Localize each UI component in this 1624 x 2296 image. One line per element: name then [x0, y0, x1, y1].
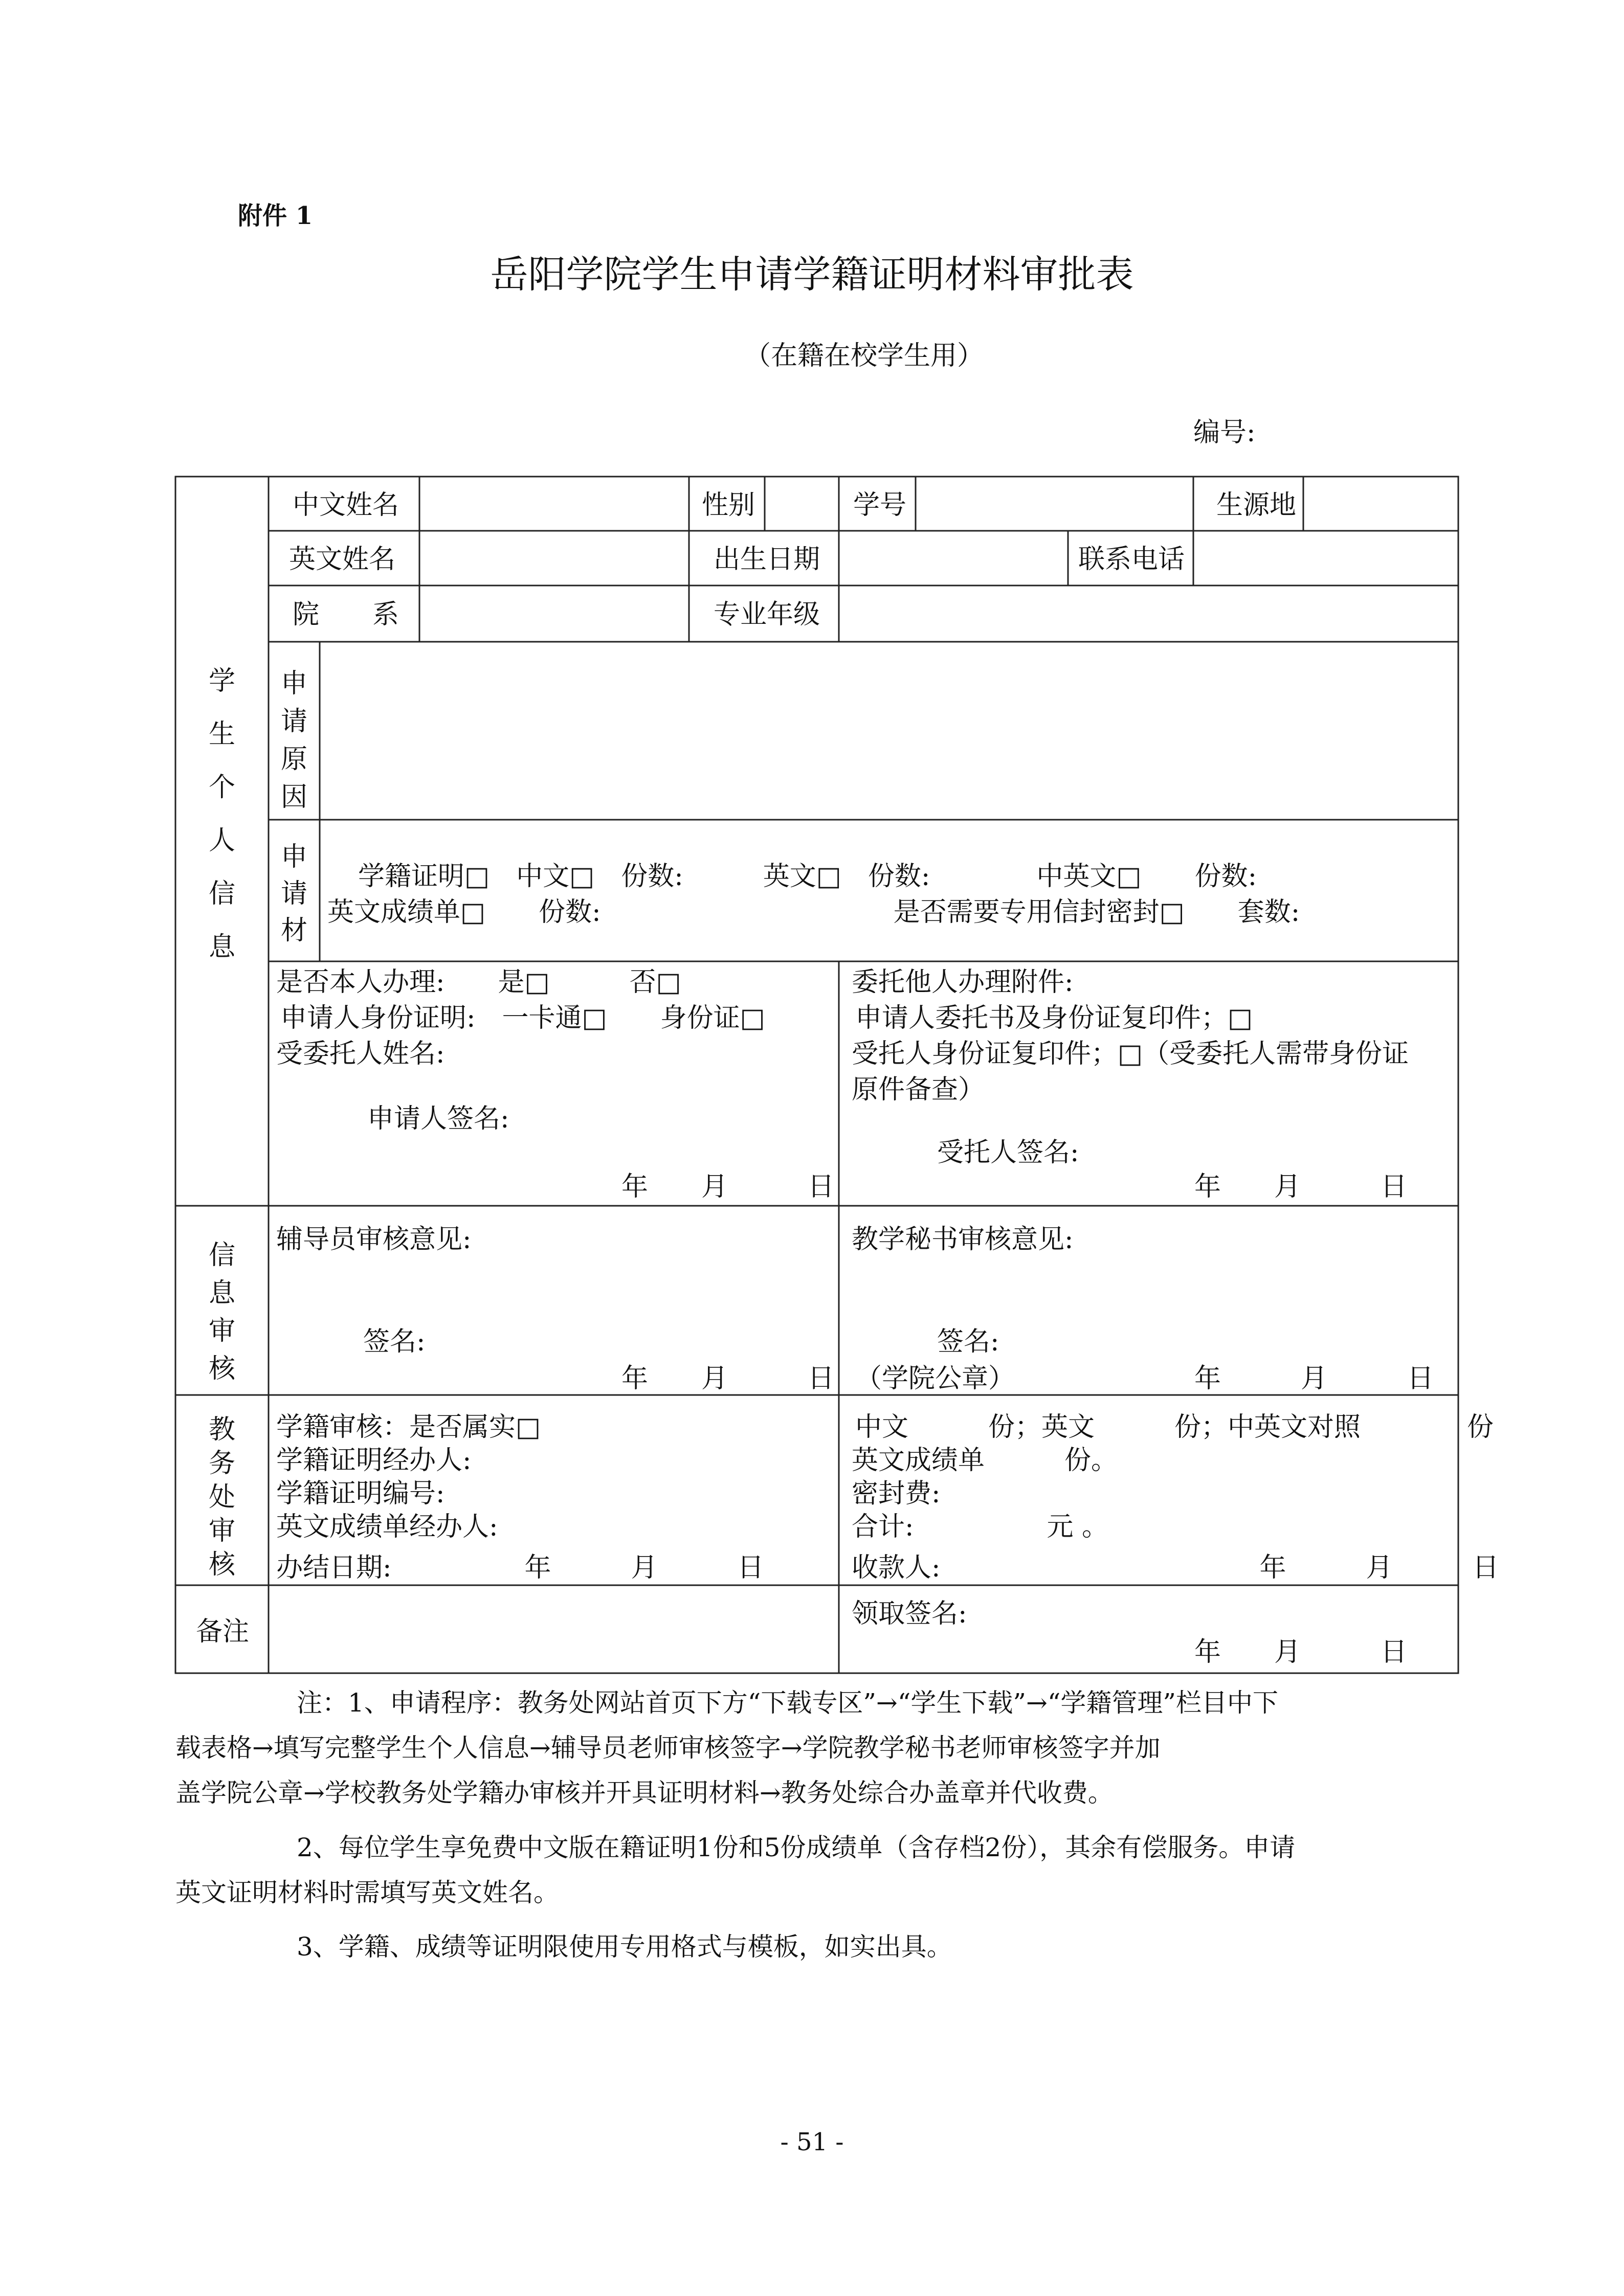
department-label: 院 系: [293, 599, 399, 630]
materials-line-2[interactable]: 英文成绩单□ 份数: 是否需要专用信封密封□ 套数:: [327, 897, 1300, 928]
secretary-signature-label: 签名:: [937, 1326, 999, 1357]
payee-line: 收款人: 年 月 日: [852, 1552, 1499, 1583]
status-verify-line[interactable]: 学籍审核：是否属实□: [276, 1412, 541, 1443]
college-seal-label: （学院公章）: [855, 1363, 1015, 1394]
trustee-signature-label: 受托人签名:: [937, 1137, 1079, 1168]
section-info-review-label: 信 息 审 核: [208, 1240, 235, 1384]
applicant-signature-label: 申请人签名:: [367, 1104, 509, 1134]
completion-date-line: 办结日期: 年 月 日: [276, 1552, 764, 1583]
trustee-name-label: 受委托人姓名:: [276, 1039, 445, 1069]
counselor-opinion-label: 辅导员审核意见:: [276, 1224, 472, 1255]
entrust-title: 委托他人办理附件:: [852, 967, 1074, 998]
self-handling-line[interactable]: 是否本人办理: 是□ 否□: [276, 967, 681, 998]
materials-label: 申 请 材: [280, 842, 307, 946]
birth-date-field[interactable]: [844, 540, 1061, 579]
trustee-date: 年 月 日: [1194, 1172, 1408, 1202]
page-number: - 51 -: [780, 2128, 844, 2156]
receive-signature-label: 领取签名:: [852, 1599, 967, 1629]
department-field[interactable]: [425, 595, 683, 634]
entrust-item-3: 原件备查）: [852, 1074, 985, 1105]
en-name-label: 英文姓名: [289, 544, 396, 575]
gender-field[interactable]: [767, 486, 834, 525]
remarks-field[interactable]: [276, 1590, 834, 1667]
note-2-line-1: 2、每位学生享免费中文版在籍证明1份和5份成绩单（含存档2份），其余有偿服务。申请: [297, 1833, 1296, 1862]
note-1-line-3: 盖学院公章→学校教务处学籍办审核并开具证明材料→教务处综合办盖章并代收费。: [175, 1778, 1114, 1808]
applicant-id-line[interactable]: 申请人身份证明: 一卡通□ 身份证□: [280, 1003, 765, 1033]
phone-field[interactable]: [1198, 540, 1452, 579]
origin-field[interactable]: [1308, 486, 1452, 525]
secretary-opinion-label: 教学秘书审核意见:: [852, 1224, 1074, 1255]
student-id-label: 学号: [853, 490, 907, 521]
entrust-item-1[interactable]: 申请人委托书及身份证复印件；□: [855, 1003, 1253, 1033]
materials-line-1[interactable]: 学籍证明□ 中文□ 份数: 英文□ 份数: 中英文□ 份数:: [358, 861, 1257, 892]
cn-name-field[interactable]: [425, 486, 683, 525]
transcript-copies-line: 英文成绩单 份。: [852, 1445, 1118, 1476]
note-2-line-2: 英文证明材料时需填写英文姓名。: [175, 1878, 559, 1907]
counselor-date: 年 月 日: [621, 1363, 835, 1394]
copies-line: 中文 份；英文 份；中英文对照 份: [855, 1412, 1494, 1443]
birth-date-label: 出生日期: [714, 544, 820, 575]
attachment-label: 附件 1: [238, 201, 313, 230]
origin-label: 生源地: [1216, 490, 1297, 521]
note-1-line-1: 注：1、申请程序：教务处网站首页下方“下载专区”→“学生下载”→“学籍管理”栏目中下: [297, 1688, 1278, 1718]
page-title: 岳阳学院学生申请学籍证明材料审批表: [490, 253, 1134, 297]
entrust-item-2[interactable]: 受托人身份证复印件；□（受委托人需带身份证: [852, 1039, 1409, 1069]
major-year-label: 专业年级: [714, 599, 820, 630]
student-id-field[interactable]: [921, 486, 1187, 525]
section-remarks-label: 备注: [196, 1616, 250, 1647]
major-year-field[interactable]: [844, 595, 1453, 634]
applicant-date: 年 月 日: [621, 1172, 835, 1202]
total-line: 合计: 元 。: [852, 1512, 1109, 1542]
page-subtitle: （在籍在校学生用）: [744, 341, 984, 371]
reason-field[interactable]: [327, 649, 1450, 813]
gender-label: 性别: [702, 490, 755, 521]
section-personal-info-label: 学 生 个 人 信 息: [208, 666, 235, 962]
phone-label: 联系电话: [1078, 544, 1185, 575]
section-office-review-label: 教 务 处 审 核: [208, 1414, 235, 1580]
seal-fee-label: 密封费:: [852, 1478, 941, 1509]
reason-label: 申 请 原 因: [280, 668, 307, 813]
en-name-field[interactable]: [425, 540, 683, 579]
counselor-signature-label: 签名:: [363, 1326, 426, 1357]
receive-date: 年 月 日: [1194, 1637, 1408, 1668]
cert-handler-label: 学籍证明经办人:: [276, 1445, 472, 1476]
cert-number-label: 学籍证明编号:: [276, 1478, 445, 1509]
cn-name-label: 中文姓名: [293, 490, 399, 521]
serial-number-label: 编号:: [1193, 417, 1256, 448]
secretary-date: 年 月 日: [1194, 1363, 1434, 1394]
note-1-line-2: 载表格→填写完整学生个人信息→辅导员老师审核签字→学院教学秘书老师审核签字并加: [175, 1733, 1161, 1763]
transcript-handler-label: 英文成绩单经办人:: [276, 1512, 498, 1542]
note-3: 3、学籍、成绩等证明限使用专用格式与模板，如实出具。: [297, 1932, 952, 1962]
